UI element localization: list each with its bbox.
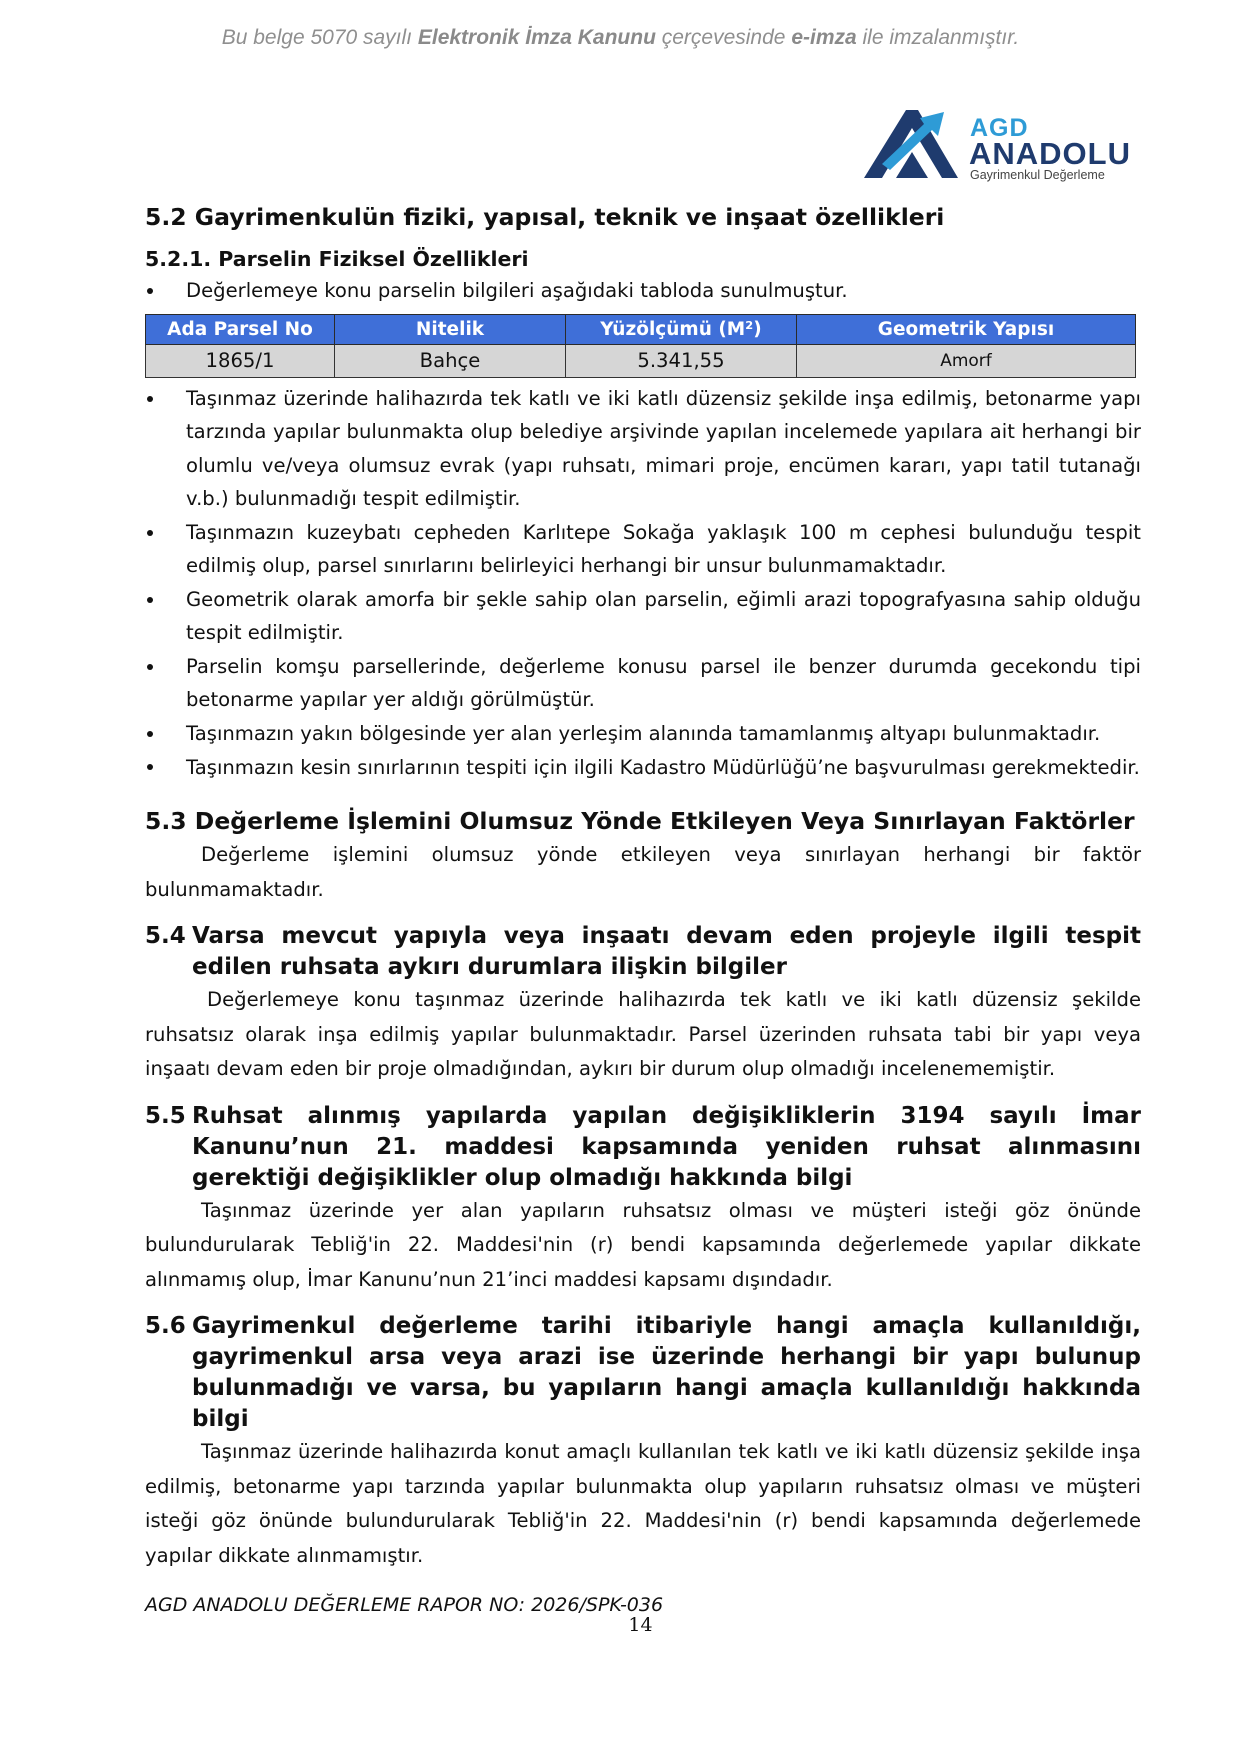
table-header-row [146,314,1136,344]
table-cell: 1865/1 [146,344,335,377]
bullet-icon [145,274,186,308]
logo-text-agd: AGD [970,114,1029,142]
section-5-3-title: 5.3 Değerleme İşlemini Olumsuz Yönde Etkileyen Veya Sınırlayan Faktörler [145,807,1135,835]
page-number: 14 [628,1614,653,1636]
table-cell: Amorf [797,344,1136,377]
list-item: Taşınmazın kuzeybatı cepheden Karlıtepe Sokağa yaklaşık 100 m cephesi bulunduğu tespit edilmiş olup, parsel sınırlarını belirleyici herhangi bir unsur bulunmamaktadır. [145,516,1141,583]
section-5-6-title: 5.6 Gayrimenkul değerleme tarihi itibariyle hangi amaçla kullanıldığı, gayrimenkul arsa veya arazi ise üzerinde herhangi bir yapı bulunup bulunmadığı ve varsa, bu yapıların hangi amaçla kullanıldığı hakkında bilgi [145,1313,1141,1432]
bullet-icon [145,516,186,583]
list-item: Değerlemeye konu parselin bilgileri aşağıdaki tabloda sunulmuştur. [145,274,1141,308]
column-header: Geometrik Yapısı [797,314,1136,344]
parcel-table [145,314,1136,378]
section-5-4-text: Değerlemeye konu taşınmaz üzerinde halihazırda tek katlı ve iki katlı düzensiz şekilde ruhsatsız olarak inşa edilmiş yapılar bulunmaktadır. Parsel üzerinden ruhsata tabi bir yapı veya inşaatı devam eden bir proje olmadığından, aykırı bir durum olup olmadığı incelenememiştir. [145,988,1141,1080]
column-header: Yüzölçümü (M²) [566,314,797,344]
table-cell: Bahçe [335,344,566,377]
company-logo [862,106,1142,184]
bullet-icon [145,382,186,516]
column-header: Ada Parsel No [146,314,335,344]
logo-tagline: Gayrimenkul Değerleme [970,168,1105,182]
list-item: Taşınmaz üzerinde halihazırda tek katlı ve iki katlı düzensiz şekilde inşa edilmiş, betonarme yapı tarzında yapılar bulunmakta olup belediye arşivinde yapılan incelemede yapılara ait herhangi bir olumlu ve/veya olumsuz evrak (yapı ruhsatı, mimari proje, encümen kararı, yapı tatil tutanağı v.b.) bulunmadığı tespit edilmiştir. [145,382,1141,516]
list-item: Taşınmazın yakın bölgesinde yer alan yerleşim alanında tamamlanmış altyapı bulunmaktadır. [145,717,1141,751]
section-5-2-1-title: 5.2.1. Parselin Fiziksel Özellikleri [145,247,529,271]
list-item: Parselin komşu parsellerinde, değerleme konusu parsel ile benzer durumda gecekondu tipi betonarme yapılar yer aldığı görülmüştür. [145,650,1141,717]
column-header: Nitelik [335,314,566,344]
table-cell: 5.341,55 [566,344,797,377]
section-5-5-title: 5.5 Ruhsat alınmış yapılarda yapılan değişikliklerin 3194 sayılı İmar Kanunu’nun 21. maddesi kapsamında yeniden ruhsat alınmasını gerektiği değişiklikler olup olmadığı hakkında bilgi [145,1102,1141,1191]
section-5-4-title: 5.4 Varsa mevcut yapıyla veya inşaatı devam eden projeyle ilgili tespit edilen ruhsata aykırı durumlara ilişkin bilgiler [145,923,1141,980]
section-5-3-text: Değerleme işlemini olumsuz yönde etkileyen veya sınırlayan herhangi bir faktör bulunmamaktadır. [145,843,1141,901]
bullet-icon [145,750,186,786]
list-item: Taşınmazın kesin sınırlarının tespiti için ilgili Kadastro Müdürlüğü’ne başvurulması gerekmektedir. [145,750,1141,786]
section-5-5-text: Taşınmaz üzerinde yer alan yapıların ruhsatsız olması ve müşteri isteği göz önünde bulundurularak Tebliğ'in 22. Maddesi'nin (r) bendi kapsamında değerlemede yapılar dikkate alınmamış olup, İmar Kanunu’nun 21’inci maddesi kapsamı dışındadır. [145,1198,1141,1291]
e-signature-note: Bu belge 5070 sayılı Elektronik İmza Kanunu çerçevesinde e-imza ile imzalanmıştır. [221,26,1020,49]
parcel-bullet-list [145,382,1141,787]
table-row [146,344,1136,377]
report-body [145,200,1141,1573]
bullet-icon [145,583,186,650]
section-5-6-text: Taşınmaz üzerinde halihazırda konut amaçlı kullanılan tek katlı ve iki katlı düzensiz şekilde inşa edilmiş, betonarme yapı tarzında yapılar bulunmakta olup yapıların ruhsatsız olması ve müşteri isteği göz önünde bulundurularak Tebliğ'in 22. Maddesi'nin (r) bendi kapsamında değerlemede yapılar dikkate alınmamıştır. [145,1440,1141,1567]
logo-mark-icon [862,106,972,184]
list-item: Geometrik olarak amorfa bir şekle sahip olan parselin, eğimli arazi topografyasına sahip olduğu tespit edilmiştir. [145,583,1141,650]
report-number-footer: AGD ANADOLU DEĞERLEME RAPOR NO: 2026/SPK-036 [145,1594,664,1616]
bullet-icon [145,650,186,717]
bullet-icon [145,717,186,751]
logo-text-anadolu: ANADOLU [969,136,1131,171]
section-5-2-title: 5.2 Gayrimenkulün fiziki, yapısal, teknik ve inşaat özellikleri [145,203,945,231]
